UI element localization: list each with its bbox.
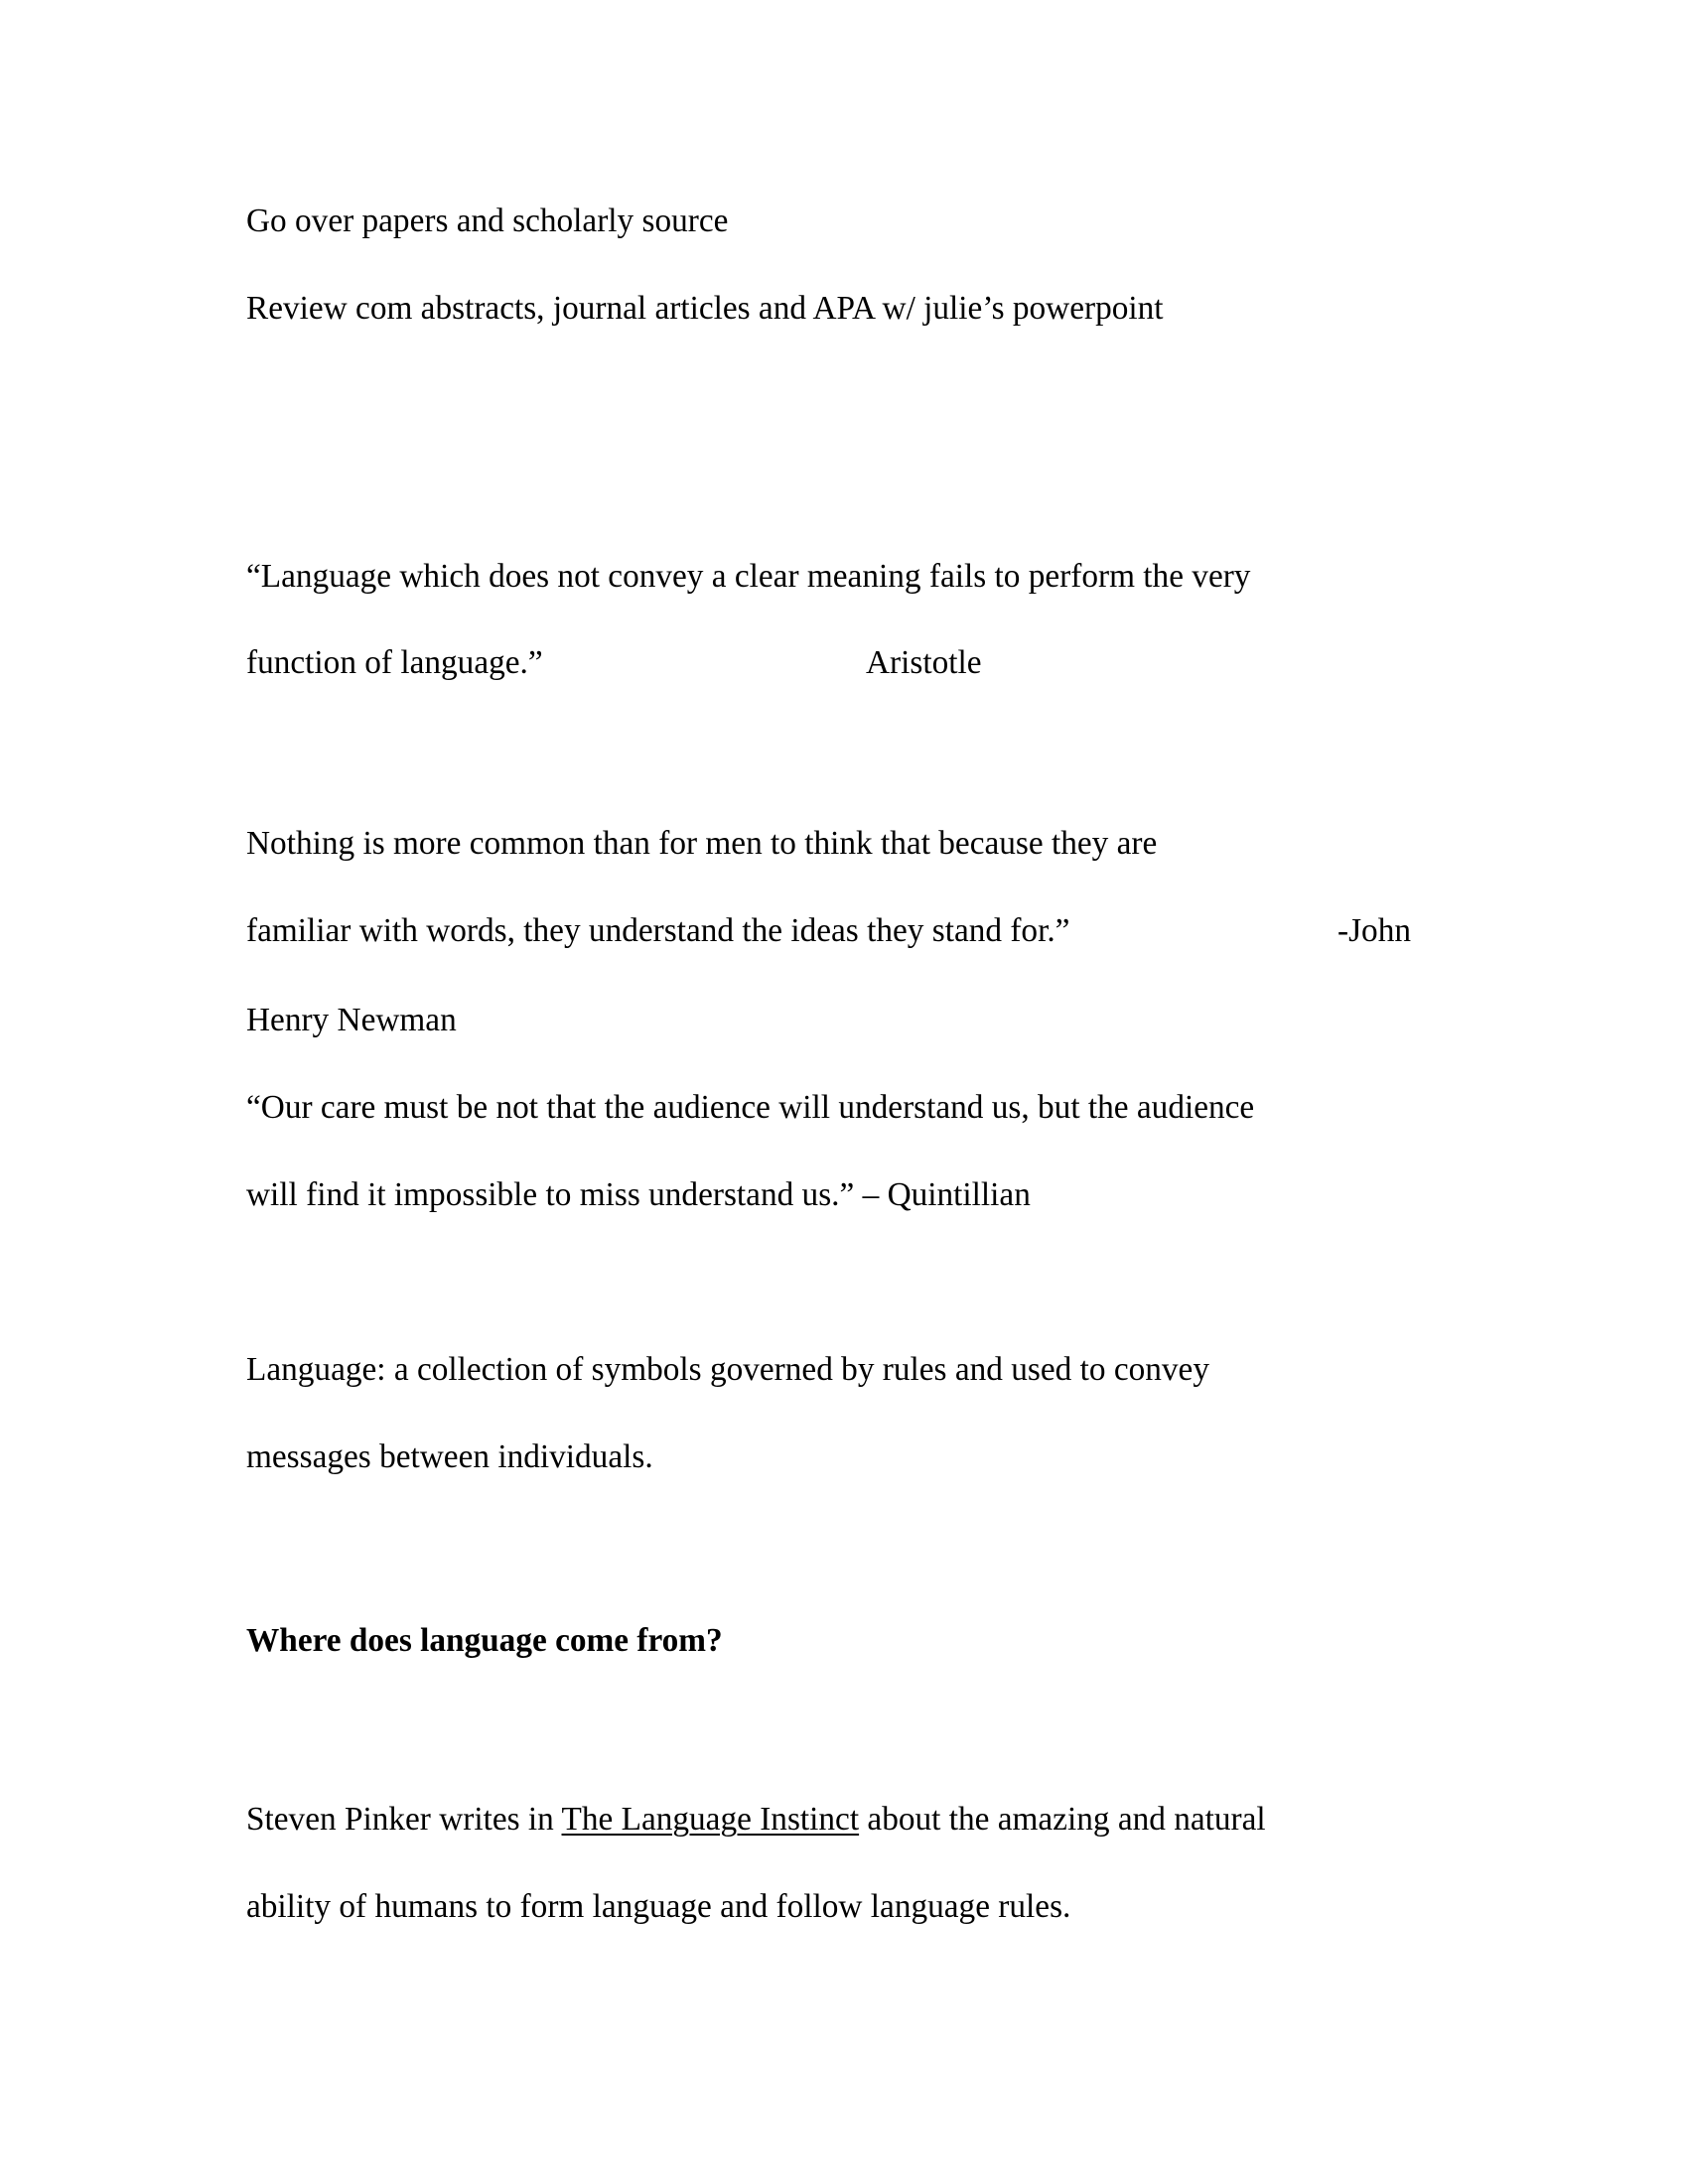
quote-quintillian-line-1: “Our care must be not that the audience will understand us, but the audience [246, 1089, 1255, 1126]
pinker-line-1 [246, 1803, 1266, 1836]
quote-aristotle-line-2: function of language.” [246, 644, 543, 681]
quote-quintillian-line-2: will find it impossible to miss understand us.” – Quintillian [246, 1176, 1031, 1213]
quote-newman-attribution-part1: -John [1337, 912, 1411, 949]
pinker-text-before: Steven Pinker writes in [246, 1801, 562, 1838]
quote-newman-line-1: Nothing is more common than for men to think that because they are [246, 825, 1158, 862]
definition-line-1: Language: a collection of symbols governed by rules and used to convey [246, 1351, 1209, 1388]
book-title-underlined: The Language Instinct [561, 1801, 860, 1838]
quote-aristotle-attribution: Aristotle [866, 644, 982, 681]
quote-newman-attribution-part2: Henry Newman [246, 1002, 457, 1038]
note-go-over-papers: Go over papers and scholarly source [246, 203, 729, 239]
quote-newman-line-2: familiar with words, they understand the ideas they stand for.” [246, 912, 1070, 949]
section-heading: Where does language come from? [246, 1622, 723, 1659]
pinker-text-after: about the amazing and natural [859, 1801, 1266, 1838]
note-review-abstracts: Review com abstracts, journal articles and APA w/ julie’s powerpoint [246, 290, 1164, 327]
pinker-line-2: ability of humans to form language and follow language rules. [246, 1888, 1071, 1925]
definition-line-2: messages between individuals. [246, 1438, 653, 1475]
quote-aristotle-line-1: “Language which does not convey a clear meaning fails to perform the very [246, 558, 1251, 595]
